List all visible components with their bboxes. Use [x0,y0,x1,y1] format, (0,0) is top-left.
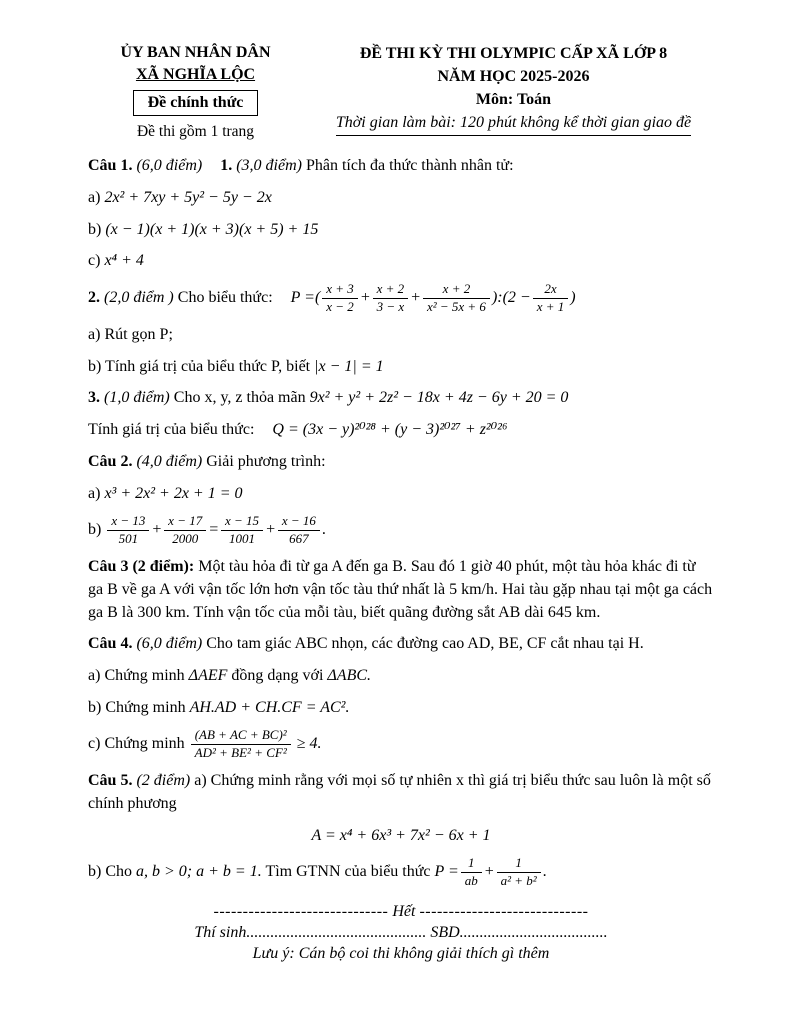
q4-c-inequality: ≥ 4. [296,735,322,753]
issuer-line2: XÃ NGHĨA LỘC [135,65,256,83]
question-1-2-heading [88,282,714,315]
exam-header [88,42,714,141]
candidate-number-blank: SBD..................................... [430,924,608,942]
q1-2-op2: + [410,289,421,307]
q2-fraction-1 [107,514,149,547]
q2-fraction-2-numerator: x − 17 [164,514,206,531]
q1-2-b-text: Tính giá trị của biểu thức P, biết [105,357,311,375]
end-divider-line [88,903,714,921]
q3-text: Một tàu hỏa đi từ ga A đến ga B. Sau đó 1 giờ 40 phút, một tàu hỏa khác đi từ ga B về ga A với vận tốc lớn hơn vận tốc tàu thứ nhất là 5 km/h. Hai tàu gặp nhau tại một ga cách ga B là 300 km. Tính vận tốc của mỗi tàu, biết quãng đường sắt AB dài 645 km. [88,558,713,621]
q4-text: Cho tam giác ABC nhọn, các đường cao AD, BE, CF cắt nhau tại H. [206,635,644,653]
q2-fraction-3-numerator: x − 15 [221,514,263,531]
duration-wrap [313,112,714,136]
q4-a-expression2: ΔABC. [327,667,372,684]
q2-fraction-3-denominator: 1001 [229,531,256,547]
q1-2-a-label: a) [88,325,101,343]
q1-3-text2: Tính giá trị của biểu thức: [88,421,255,439]
exam-footer [88,903,714,963]
q4-label: Câu 4. [88,635,133,653]
duration-line: Thời gian làm bài: 120 phút không kể thời gian giao đề [336,114,691,136]
q5-a-expression-line [88,825,714,848]
q1-points: (6,0 điểm) [136,157,203,175]
q1-sub-points: (3,0 điểm) [236,157,302,175]
q1-2-points: (2,0 điểm ) [104,289,174,307]
q1-2-op1: + [359,289,371,307]
q4-c-text: Chứng minh [104,735,185,753]
q2-op1: + [151,521,163,539]
q5-item-b [88,856,714,889]
q1-2-item-b [88,356,714,379]
q1-a-expression: 2x² + 7xy + 5y² − 5y − 2x [104,188,272,206]
fraction-2 [373,282,409,315]
fraction-1-denominator: x − 2 [326,299,354,314]
q2-fraction-3 [221,514,263,547]
question-4-heading [88,633,714,656]
q5-b-text2: Tìm GTNN của biểu thức [265,863,431,881]
q5-fraction-2-denominator: a² + b² [500,873,537,889]
fraction-1 [322,282,358,315]
q4-item-b [88,697,714,720]
q1-3-expression1: 9x² + y² + 2z² − 18x + 4z − 6y + 20 = 0 [309,389,569,407]
q4-fraction [191,728,291,761]
q1-item-b [88,219,714,242]
fraction-2-numerator: x + 2 [373,282,409,299]
end-dashes-right: ----------------------------- [419,903,589,921]
issuer-block [88,42,303,141]
q2-points: (4,0 điểm) [136,452,203,470]
q1-2-a-text: Rút gọn P; [104,325,173,343]
q4-item-c [88,728,714,761]
q2-label: Câu 2. [88,452,133,470]
end-label: Hết [392,903,416,921]
q5-points: (2 điểm) [136,772,191,790]
issuer-line1: ỦY BAN NHÂN DÂN [120,44,271,61]
q2-fraction-1-denominator: 501 [118,531,139,547]
q5-op: + [483,863,495,881]
question-5-heading [88,770,714,815]
q2-a-label: a) [88,484,101,502]
q5-b-label: b) [88,863,102,881]
exam-title: ĐỀ THI KỲ THI OLYMPIC CẤP XÃ LỚP 8 [359,45,668,62]
school-year: NĂM HỌC 2025-2026 [437,68,590,86]
q2-fraction-4-denominator: 667 [289,531,309,547]
exam-title-block [303,42,714,136]
q5-b-condition: a, b > 0; a + b = 1. [136,863,262,881]
q5-b-text1: Cho [105,863,132,881]
q2-item-b [88,514,714,547]
q5-a-text: Chứng minh rằng với mọi số tự nhiên x thì giá trị biểu thức sau luôn là một số chính phương [88,772,711,813]
q4-points: (6,0 điểm) [136,635,203,653]
candidate-name-blank: Thí sinh............................................. [194,924,427,942]
q4-item-a [88,665,714,688]
q2-a-expression: x³ + 2x² + 2x + 1 = 0 [104,484,243,502]
q2-fraction-2-denominator: 2000 [172,531,199,547]
end-dashes-left: ------------------------------ [213,903,389,921]
q1-2-label: 2. [88,289,100,307]
official-box-wrap [88,85,303,119]
q1-3-expression2: Q = (3x − y)²⁰²⁸ + (y − 3)²⁰²⁷ + z²⁰²⁶ [272,421,508,439]
q1-c-label: c) [88,252,101,270]
q2-fraction-4 [278,514,320,547]
candidate-line [88,924,714,942]
subject-line: Môn: Toán [475,91,552,109]
q1-3-points: (1,0 điểm) [104,389,170,407]
q4-a-text: Chứng minh [104,667,185,684]
q1-c-expression: x⁴ + 4 [104,252,144,270]
q1-2-mid: ):(2 − [491,289,531,307]
q4-a-mid: đồng dạng với [231,667,324,684]
page-count-note: Đề thi gồm 1 trang [136,123,255,141]
q1-b-label: b) [88,220,102,238]
fraction-4 [533,282,569,315]
q4-fraction-denominator: AD² + BE² + CF² [194,745,287,761]
official-exam-box: Đề chính thức [133,90,259,116]
q5-a-label: a) [194,772,207,790]
q5-fraction-2 [497,856,541,889]
q5-label: Câu 5. [88,772,133,790]
q1-2-b-label: b) [88,357,102,375]
q4-b-label: b) [88,698,102,716]
q2-text: Giải phương trình: [206,452,326,470]
fraction-4-numerator: 2x [533,282,569,299]
q3-label: Câu 3 (2 điểm): [88,558,195,576]
proctor-note: Lưu ý: Cán bộ coi thi không giải thích gì thêm [252,945,550,963]
q1-sub-label: 1. [220,157,233,175]
question-1-heading [88,155,714,178]
q2-op2: + [265,521,276,539]
q5-period: . [542,863,547,881]
q1-b-expression: (x − 1)(x + 1)(x + 3)(x + 5) + 15 [105,220,319,238]
q2-fraction-1-numerator: x − 13 [107,514,149,531]
fraction-3-denominator: x² − 5x + 6 [426,299,486,314]
q1-item-c [88,250,714,273]
fraction-4-denominator: x + 1 [536,299,565,314]
q2-period: . [321,521,326,539]
q4-c-label: c) [88,735,101,753]
q1-3-line2 [88,419,714,442]
fraction-1-numerator: x + 3 [322,282,358,299]
q1-2-p-open: P =( [290,289,321,307]
question-3 [88,556,714,624]
q5-a-expression: A = x⁴ + 6x³ + 7x² − 6x + 1 [311,826,491,844]
fraction-3-numerator: x + 2 [423,282,490,299]
q2-equals: = [208,521,220,539]
q4-b-expression: AH.AD + CH.CF = AC². [189,698,350,716]
q1-2-text: Cho biểu thức: [177,289,273,307]
fraction-3 [423,282,490,315]
q1-2-item-a [88,324,714,347]
q1-sub-text: Phân tích đa thức thành nhân tử: [305,157,514,175]
q2-b-label: b) [88,521,102,539]
q4-a-label: a) [88,667,101,684]
exam-body [88,155,714,963]
question-2-heading [88,451,714,474]
q5-fraction-1 [461,856,482,889]
q2-item-a [88,483,714,506]
q5-fraction-1-numerator: 1 [461,856,482,873]
q4-fraction-numerator: (AB + AC + BC)² [191,728,291,745]
q2-fraction-2 [164,514,206,547]
q1-item-a [88,187,714,210]
question-1-3-heading [88,387,714,410]
q2-fraction-4-numerator: x − 16 [278,514,320,531]
q1-2-close: ) [570,289,576,307]
q5-fraction-1-denominator: ab [464,873,478,889]
q1-label: Câu 1. [88,157,133,175]
q5-fraction-2-numerator: 1 [497,856,541,873]
q4-a-expression1: ΔAEF [188,667,228,684]
q1-a-label: a) [88,188,101,206]
q1-3-label: 3. [88,389,100,407]
q1-3-text: Cho x, y, z thỏa mãn [173,389,306,407]
q5-b-p-equals: P = [434,863,459,881]
q1-2-b-expression: |x − 1| = 1 [314,357,384,375]
q4-b-text: Chứng minh [105,698,186,716]
fraction-2-denominator: 3 − x [376,299,405,314]
